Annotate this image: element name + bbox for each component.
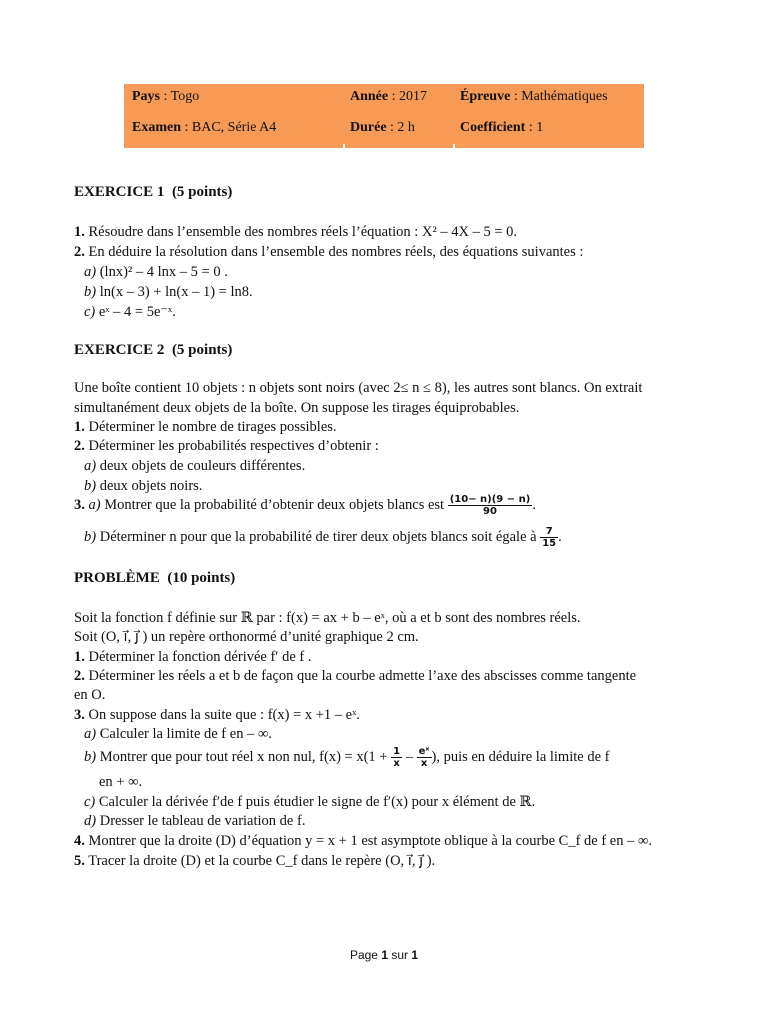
header-examen: Examen : BAC, Série A4 <box>132 120 277 135</box>
ex2-intro-line-2: simultanément deux objets de la boîte. On suppose les tirages équiprobables. <box>74 400 520 416</box>
ex2-intro-line-1: Une boîte contient 10 objets : n objets sont noirs (avec 2≤ n ≤ 8), les autres sont blancs. On extrait <box>74 380 643 396</box>
page-footer: Page 1 sur 1 <box>349 948 419 962</box>
ex2-question-1: 1. Déterminer le nombre de tirages possibles. <box>74 419 337 435</box>
ex2-heading: EXERCICE 2 (5 points) <box>74 342 233 358</box>
ex1-question-2a: a) (lnx)² – 4 lnx – 5 = 0 . <box>84 264 228 280</box>
problem-question-5: 5. Tracer la droite (D) et la courbe C_f dans le repère (O, i⃗, j⃗ ). <box>74 853 436 869</box>
header-annee: Année : 2017 <box>350 89 428 104</box>
ex1-heading: EXERCICE 1 (5 points) <box>74 184 233 200</box>
problem-question-2-cont: en O. <box>74 687 106 703</box>
problem-question-2: 2. Déterminer les réels a et b de façon que la courbe admette l’axe des abscisses comme tangente <box>74 668 637 684</box>
exam-header-table <box>124 84 644 148</box>
ex2-question-3b: b) Déterminer n pour que la probabilité de tirer deux objets blancs soit égale à $\frac{7}{15}$ . <box>84 526 562 549</box>
ex1-question-2c: c) eˣ – 4 = 5e⁻ˣ. <box>84 304 176 320</box>
ex1-question-1: 1. Résoudre dans l’ensemble des nombres réels l’équation : X² – 4X – 5 = 0. <box>74 224 518 240</box>
problem-question-3a: a) Calculer la limite de f en – ∞. <box>84 726 272 742</box>
problem-question-3: 3. On suppose dans la suite que : f(x) = x +1 – eˣ. <box>74 707 360 723</box>
header-duree: Durée : 2 h <box>350 120 415 135</box>
problem-question-4: 4. Montrer que la droite (D) d’équation y = x + 1 est asymptote oblique à la courbe C_f de f en – ∞. <box>74 833 652 849</box>
ex2-question-2a: a) deux objets de couleurs différentes. <box>84 458 306 474</box>
problem-line-2: Soit (O, i⃗, j⃗ ) un repère orthonormé d’unité graphique 2 cm. <box>74 629 419 645</box>
problem-question-3d: d) Dresser le tableau de variation de f. <box>84 813 306 829</box>
ex2-question-3a: 3. a) Montrer que la probabilité d’obtenir deux objets blancs est $\frac{(10- n)(9 - n)}{90}$ . <box>74 494 536 517</box>
ex1-question-2: 2. En déduire la résolution dans l’ensemble des nombres réels, des équations suivantes : <box>74 244 584 260</box>
header-divider <box>453 144 455 148</box>
ex2-question-2: 2. Déterminer les probabilités respectives d’obtenir : <box>74 438 379 454</box>
problem-line-1: Soit la fonction f définie sur ℝ par : f(x) = ax + b – eˣ, où a et b sont des nombres réels. <box>74 610 581 626</box>
fraction-seven-fifteenths: $\frac{7}{15}$ <box>542 526 557 549</box>
ex2-question-2b: b) deux objets noirs. <box>84 478 203 494</box>
fraction-one-over-x: $\frac{1}{x}$ <box>393 746 401 769</box>
fraction-ex-over-x: $\frac{\text{eˣ}}{x}$ <box>418 746 430 769</box>
problem-question-3b: b) Montrer que pour tout réel x non nul, f(x) = x(1 + $\frac{1}{x}$ – $\frac{\text{eˣ}}{x}$ ), puis en déduire la limite de f <box>84 746 610 769</box>
problem-question-3c: c) Calculer la dérivée f′de f puis étudier le signe de f′(x) pour x élément de ℝ. <box>84 794 536 810</box>
ex1-question-2b: b) ln(x – 3) + ln(x – 1) = ln8. <box>84 284 253 300</box>
header-divider <box>343 144 345 148</box>
header-coefficient: Coefficient : 1 <box>460 120 544 135</box>
problem-question-1: 1. Déterminer la fonction dérivée f′ de f . <box>74 649 312 665</box>
header-pays: Pays : Togo <box>132 89 200 104</box>
fraction-white-probability: $\frac{(10- n)(9 - n)}{90}$ <box>449 494 531 517</box>
header-epreuve: Épreuve : Mathématiques <box>460 89 608 104</box>
problem-heading: PROBLÈME (10 points) <box>74 570 236 586</box>
problem-question-3b-cont: en + ∞. <box>99 774 143 790</box>
